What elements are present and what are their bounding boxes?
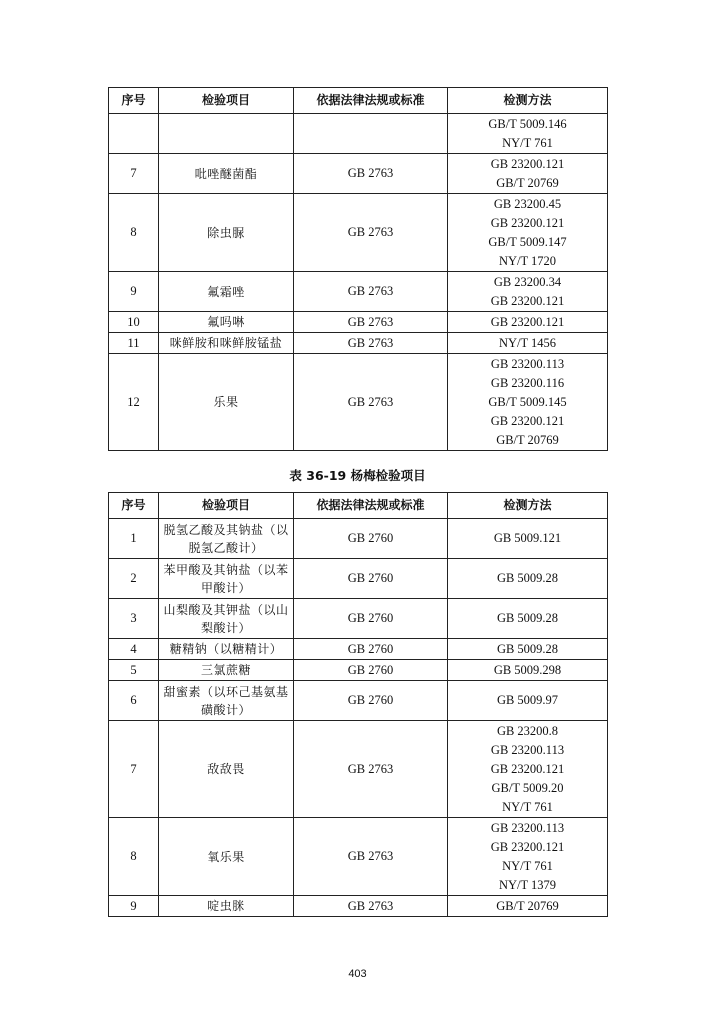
method-entry: GB 23200.121: [490, 413, 565, 428]
cell-no: 8: [109, 194, 159, 272]
table-row: [109, 154, 608, 194]
cell-methods: [448, 639, 608, 660]
method-entry: GB 23200.113: [490, 820, 565, 835]
cell-item: 三氯蔗糖: [159, 660, 294, 681]
table-row: [109, 194, 608, 272]
cell-methods: [448, 721, 608, 818]
method-entry: NY/T 761: [502, 135, 553, 150]
cell-methods: [448, 154, 608, 194]
cell-item: 除虫脲: [159, 194, 294, 272]
method-entry: GB/T 20769: [496, 432, 559, 447]
method-entry: GB/T 20769: [496, 898, 559, 913]
method-entry: NY/T 1720: [498, 253, 557, 268]
table-row: [109, 354, 608, 451]
method-entry: GB 23200.113: [490, 742, 565, 757]
cell-no: 4: [109, 639, 159, 660]
cell-item: 敌敌畏: [159, 721, 294, 818]
table-row: [109, 639, 608, 660]
cell-standard: GB 2760: [294, 639, 448, 660]
cell-item: 氧乐果: [159, 818, 294, 896]
cell-no: 1: [109, 519, 159, 559]
page-number: 403: [348, 968, 367, 980]
cell-item: 氟霜唑: [159, 272, 294, 312]
method-entry: GB 5009.121: [493, 531, 562, 545]
table-1: [108, 87, 608, 451]
header-no: 序号: [109, 493, 159, 519]
cell-standard: GB 2760: [294, 519, 448, 559]
header-standard: 依据法律法规或标准: [294, 88, 448, 114]
cell-no: 2: [109, 559, 159, 599]
table-row: [109, 599, 608, 639]
header-method: 检测方法: [448, 493, 608, 519]
cell-no: [109, 114, 159, 154]
cell-standard: GB 2760: [294, 599, 448, 639]
cell-no: 6: [109, 681, 159, 721]
table-row: [109, 896, 608, 917]
cell-item: 脱氢乙酸及其钠盐（以脱氢乙酸计）: [159, 519, 294, 559]
header-no: 序号: [109, 88, 159, 114]
table-row: [109, 272, 608, 312]
method-entry: GB/T 20769: [496, 175, 559, 190]
method-entry: GB 23200.121: [490, 839, 565, 854]
method-entry: GB/T 5009.147: [488, 234, 567, 249]
cell-methods: [448, 519, 608, 559]
method-entry: GB 5009.28: [496, 641, 559, 656]
cell-item: 甜蜜素（以环己基氨基磺酸计）: [159, 681, 294, 721]
method-entry: NY/T 761: [502, 799, 553, 814]
cell-no: 9: [109, 896, 159, 917]
header-method: 检测方法: [448, 88, 608, 114]
cell-methods: [448, 818, 608, 896]
method-entry: NY/T 1456: [498, 335, 557, 350]
cell-item: 山梨酸及其钾盐（以山梨酸计）: [159, 599, 294, 639]
cell-item: 糖精钠（以糖精计）: [159, 639, 294, 660]
table-row: [109, 818, 608, 896]
cell-item: 乐果: [159, 354, 294, 451]
cell-item: 氟吗啉: [159, 312, 294, 333]
table-header-row: [109, 493, 608, 519]
method-entry: GB 23200.8: [496, 723, 559, 738]
cell-standard: GB 2763: [294, 896, 448, 917]
table-caption: 表 36-19 杨梅检验项目: [289, 468, 426, 483]
method-entry: GB/T 5009.146: [488, 116, 567, 131]
cell-methods: [448, 312, 608, 333]
cell-item: 苯甲酸及其钠盐（以苯甲酸计）: [159, 559, 294, 599]
method-entry: GB 5009.97: [496, 693, 559, 707]
method-entry: GB 23200.121: [490, 314, 565, 329]
cell-standard: GB 2763: [294, 194, 448, 272]
method-entry: GB 23200.121: [490, 761, 565, 776]
table-1-body: [109, 114, 608, 451]
cell-methods: [448, 114, 608, 154]
cell-standard: GB 2763: [294, 354, 448, 451]
cell-methods: [448, 599, 608, 639]
cell-no: 3: [109, 599, 159, 639]
cell-methods: [448, 272, 608, 312]
method-entry: GB 23200.34: [493, 274, 562, 289]
cell-standard: GB 2763: [294, 154, 448, 194]
cell-methods: [448, 896, 608, 917]
table-row: [109, 519, 608, 559]
method-entry: GB 23200.45: [493, 196, 562, 211]
cell-no: 9: [109, 272, 159, 312]
method-entry: GB 23200.116: [490, 375, 565, 390]
table-row: [109, 681, 608, 721]
cell-methods: [448, 681, 608, 721]
table-2-body: [109, 519, 608, 917]
method-entry: GB 5009.298: [493, 662, 562, 677]
header-standard: 依据法律法规或标准: [294, 493, 448, 519]
table-row: [109, 114, 608, 154]
cell-standard: GB 2763: [294, 818, 448, 896]
method-entry: GB 23200.113: [490, 356, 565, 371]
method-entry: GB/T 5009.145: [488, 394, 567, 409]
cell-standard: GB 2763: [294, 272, 448, 312]
table-row: [109, 312, 608, 333]
cell-no: 10: [109, 312, 159, 333]
cell-item: 吡唑醚菌酯: [159, 154, 294, 194]
cell-standard: GB 2760: [294, 681, 448, 721]
method-entry: GB 5009.28: [496, 611, 559, 625]
method-entry: GB 23200.121: [490, 156, 565, 171]
cell-methods: [448, 194, 608, 272]
cell-standard: [294, 114, 448, 154]
cell-no: 12: [109, 354, 159, 451]
cell-standard: GB 2760: [294, 660, 448, 681]
cell-item: [159, 114, 294, 154]
cell-methods: [448, 660, 608, 681]
cell-no: 8: [109, 818, 159, 896]
table-row: [109, 559, 608, 599]
cell-item: 啶虫脒: [159, 896, 294, 917]
method-entry: NY/T 1379: [498, 877, 557, 892]
header-item: 检验项目: [159, 88, 294, 114]
cell-standard: GB 2760: [294, 559, 448, 599]
header-item: 检验项目: [159, 493, 294, 519]
table-row: [109, 333, 608, 354]
method-entry: GB 23200.121: [490, 215, 565, 230]
cell-standard: GB 2763: [294, 333, 448, 354]
method-entry: GB 5009.28: [496, 571, 559, 585]
cell-no: 11: [109, 333, 159, 354]
table-row: [109, 660, 608, 681]
cell-no: 7: [109, 154, 159, 194]
method-entry: NY/T 761: [502, 858, 553, 873]
cell-item: 咪鲜胺和咪鲜胺锰盐: [159, 333, 294, 354]
table-row: [109, 721, 608, 818]
cell-methods: [448, 333, 608, 354]
cell-no: 5: [109, 660, 159, 681]
cell-methods: [448, 559, 608, 599]
cell-methods: [448, 354, 608, 451]
table-2: [108, 492, 608, 917]
table-header-row: [109, 88, 608, 114]
method-entry: GB 23200.121: [490, 293, 565, 308]
method-entry: GB/T 5009.20: [491, 780, 564, 795]
cell-standard: GB 2763: [294, 312, 448, 333]
cell-standard: GB 2763: [294, 721, 448, 818]
cell-no: 7: [109, 721, 159, 818]
